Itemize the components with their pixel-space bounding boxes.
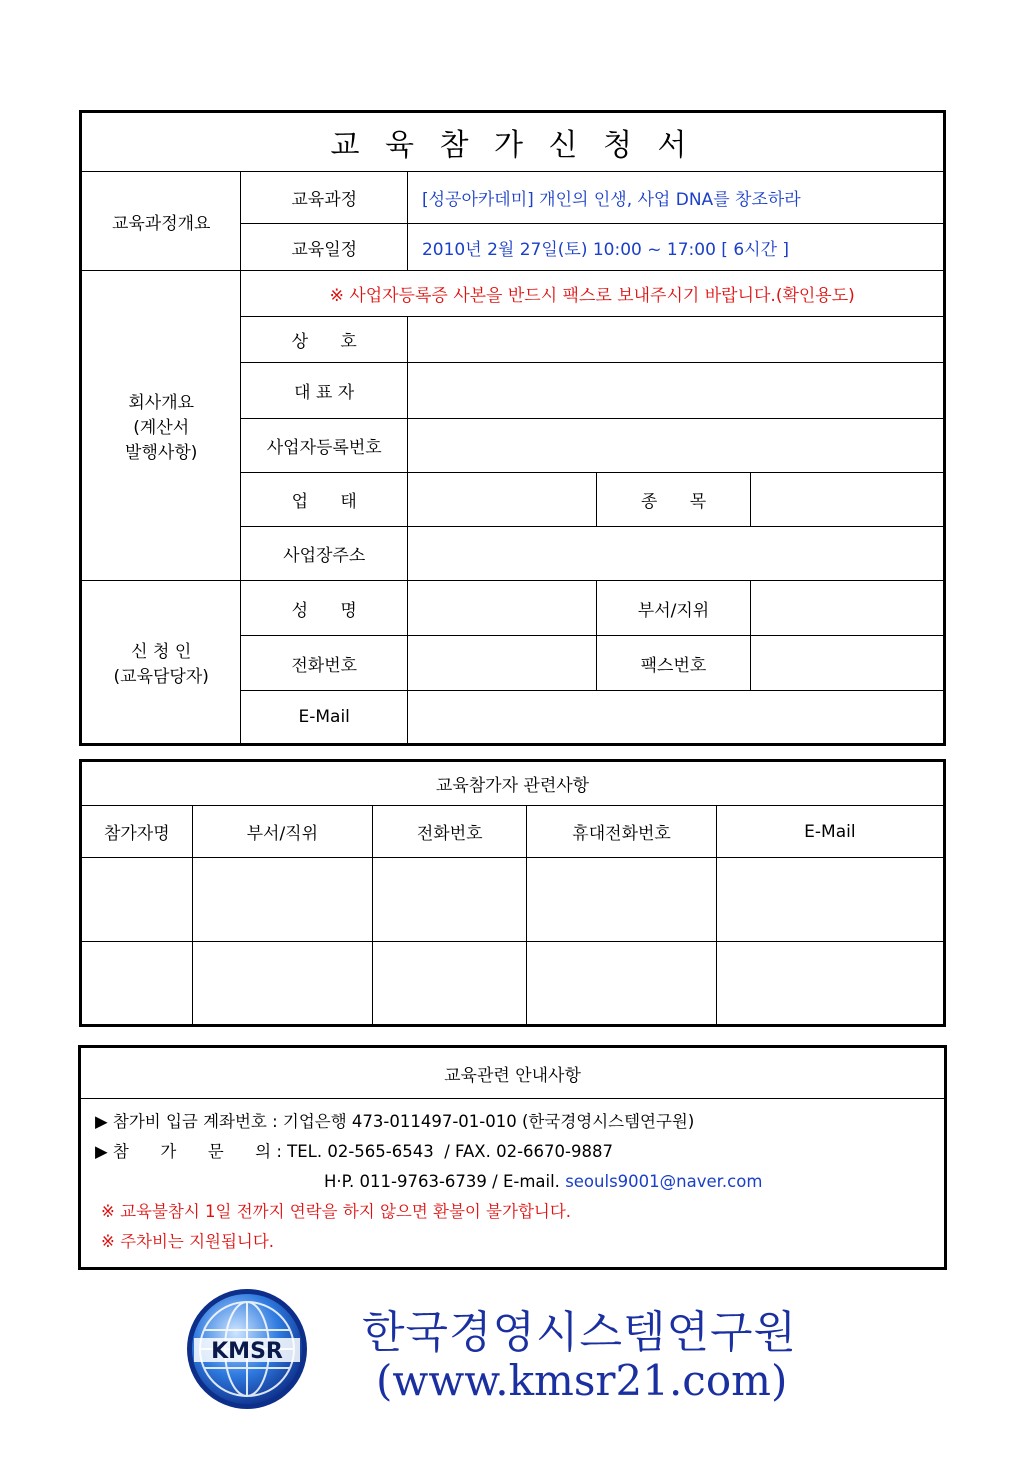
participant-cell[interactable] bbox=[372, 942, 526, 1026]
inquiry-line: ▶ 참 가 문 의 : TEL. 02-565-6543 / FAX. 02-6670-9887 bbox=[95, 1142, 613, 1161]
payment-account-line: ▶ 참가비 입금 계좌번호 : 기업은행 473-011497-01-010 (한국경영시스템연구원) bbox=[95, 1112, 695, 1131]
organization-name: 한국경영시스템연구원 bbox=[362, 1307, 798, 1358]
course-value: [성공아카데미] 개인의 인생, 사업 DNA를 창조하라 bbox=[407, 172, 944, 224]
organization-website[interactable]: (www.kmsr21.com) bbox=[376, 1356, 788, 1405]
email-field[interactable] bbox=[407, 691, 944, 745]
participants-table bbox=[79, 759, 946, 1027]
company-label-line3: 발행사항) bbox=[125, 443, 198, 463]
department-field[interactable] bbox=[750, 581, 944, 636]
logo-text: KMSR bbox=[211, 1339, 283, 1364]
fax-label: 팩스번호 bbox=[597, 636, 751, 691]
info-body bbox=[80, 1099, 946, 1269]
email-label: E-Mail bbox=[241, 691, 408, 745]
info-title: 교육관련 안내사항 bbox=[80, 1047, 946, 1099]
participant-header-name: 참가자명 bbox=[81, 806, 193, 858]
phone-field[interactable] bbox=[407, 636, 596, 691]
business-type-label: 업 태 bbox=[241, 473, 408, 527]
kmsr-logo bbox=[186, 1288, 308, 1410]
participant-cell[interactable] bbox=[527, 858, 716, 942]
participant-cell[interactable] bbox=[192, 942, 372, 1026]
participant-row bbox=[81, 942, 945, 1026]
contact-line bbox=[95, 1167, 928, 1197]
participant-header-mobile: 휴대전화번호 bbox=[527, 806, 716, 858]
participant-header-email: E-Mail bbox=[716, 806, 944, 858]
company-name-field[interactable] bbox=[407, 317, 944, 363]
refund-notice: ※ 교육불참시 1일 전까지 연락을 하지 않으면 환불이 불가합니다. bbox=[101, 1202, 572, 1221]
participant-header-phone: 전화번호 bbox=[372, 806, 526, 858]
business-license-notice: ※ 사업자등록증 사본을 반드시 팩스로 보내주시기 바랍니다.(확인용도) bbox=[241, 271, 945, 317]
application-form-table bbox=[79, 110, 946, 746]
contact-email-link[interactable]: seouls9001@naver.com bbox=[565, 1172, 763, 1191]
participant-row bbox=[81, 858, 945, 942]
participants-title: 교육참가자 관련사항 bbox=[81, 761, 945, 806]
company-label-line2: (계산서 bbox=[133, 418, 190, 438]
course-section-label: 교육과정개요 bbox=[81, 172, 241, 271]
department-label: 부서/지위 bbox=[597, 581, 751, 636]
applicant-label-line1: 신 청 인 bbox=[131, 642, 192, 662]
ceo-label: 대 표 자 bbox=[241, 363, 408, 419]
business-type-field[interactable] bbox=[407, 473, 596, 527]
info-notice-table bbox=[78, 1045, 947, 1270]
schedule-label: 교육일정 bbox=[241, 224, 408, 271]
contact-phone: H·P. 011-9763-6739 / E-mail. bbox=[324, 1172, 566, 1191]
applicant-name-field[interactable] bbox=[407, 581, 596, 636]
address-label: 사업장주소 bbox=[241, 527, 408, 581]
applicant-label-line2: (교육담당자) bbox=[113, 667, 209, 687]
registration-number-label: 사업자등록번호 bbox=[241, 419, 408, 473]
participant-header-department: 부서/직위 bbox=[192, 806, 372, 858]
registration-number-field[interactable] bbox=[407, 419, 944, 473]
form-title: 교 육 참 가 신 청 서 bbox=[81, 112, 945, 172]
company-label-line1: 회사개요 bbox=[128, 393, 195, 413]
applicant-section-label bbox=[81, 581, 241, 745]
schedule-value: 2010년 2월 27일(토) 10:00 ~ 17:00 [ 6시간 ] bbox=[407, 224, 944, 271]
participant-cell[interactable] bbox=[527, 942, 716, 1026]
participant-cell[interactable] bbox=[81, 858, 193, 942]
applicant-name-label: 성 명 bbox=[241, 581, 408, 636]
business-item-label: 종 목 bbox=[597, 473, 751, 527]
participant-cell[interactable] bbox=[81, 942, 193, 1026]
address-field[interactable] bbox=[407, 527, 944, 581]
participant-cell[interactable] bbox=[716, 942, 944, 1026]
participant-cell[interactable] bbox=[716, 858, 944, 942]
course-label: 교육과정 bbox=[241, 172, 408, 224]
parking-notice: ※ 주차비는 지원됩니다. bbox=[101, 1232, 275, 1251]
company-section-label bbox=[81, 271, 241, 581]
participant-cell[interactable] bbox=[372, 858, 526, 942]
participant-cell[interactable] bbox=[192, 858, 372, 942]
phone-label: 전화번호 bbox=[241, 636, 408, 691]
company-name-label: 상 호 bbox=[241, 317, 408, 363]
ceo-field[interactable] bbox=[407, 363, 944, 419]
business-item-field[interactable] bbox=[750, 473, 944, 527]
fax-field[interactable] bbox=[750, 636, 944, 691]
